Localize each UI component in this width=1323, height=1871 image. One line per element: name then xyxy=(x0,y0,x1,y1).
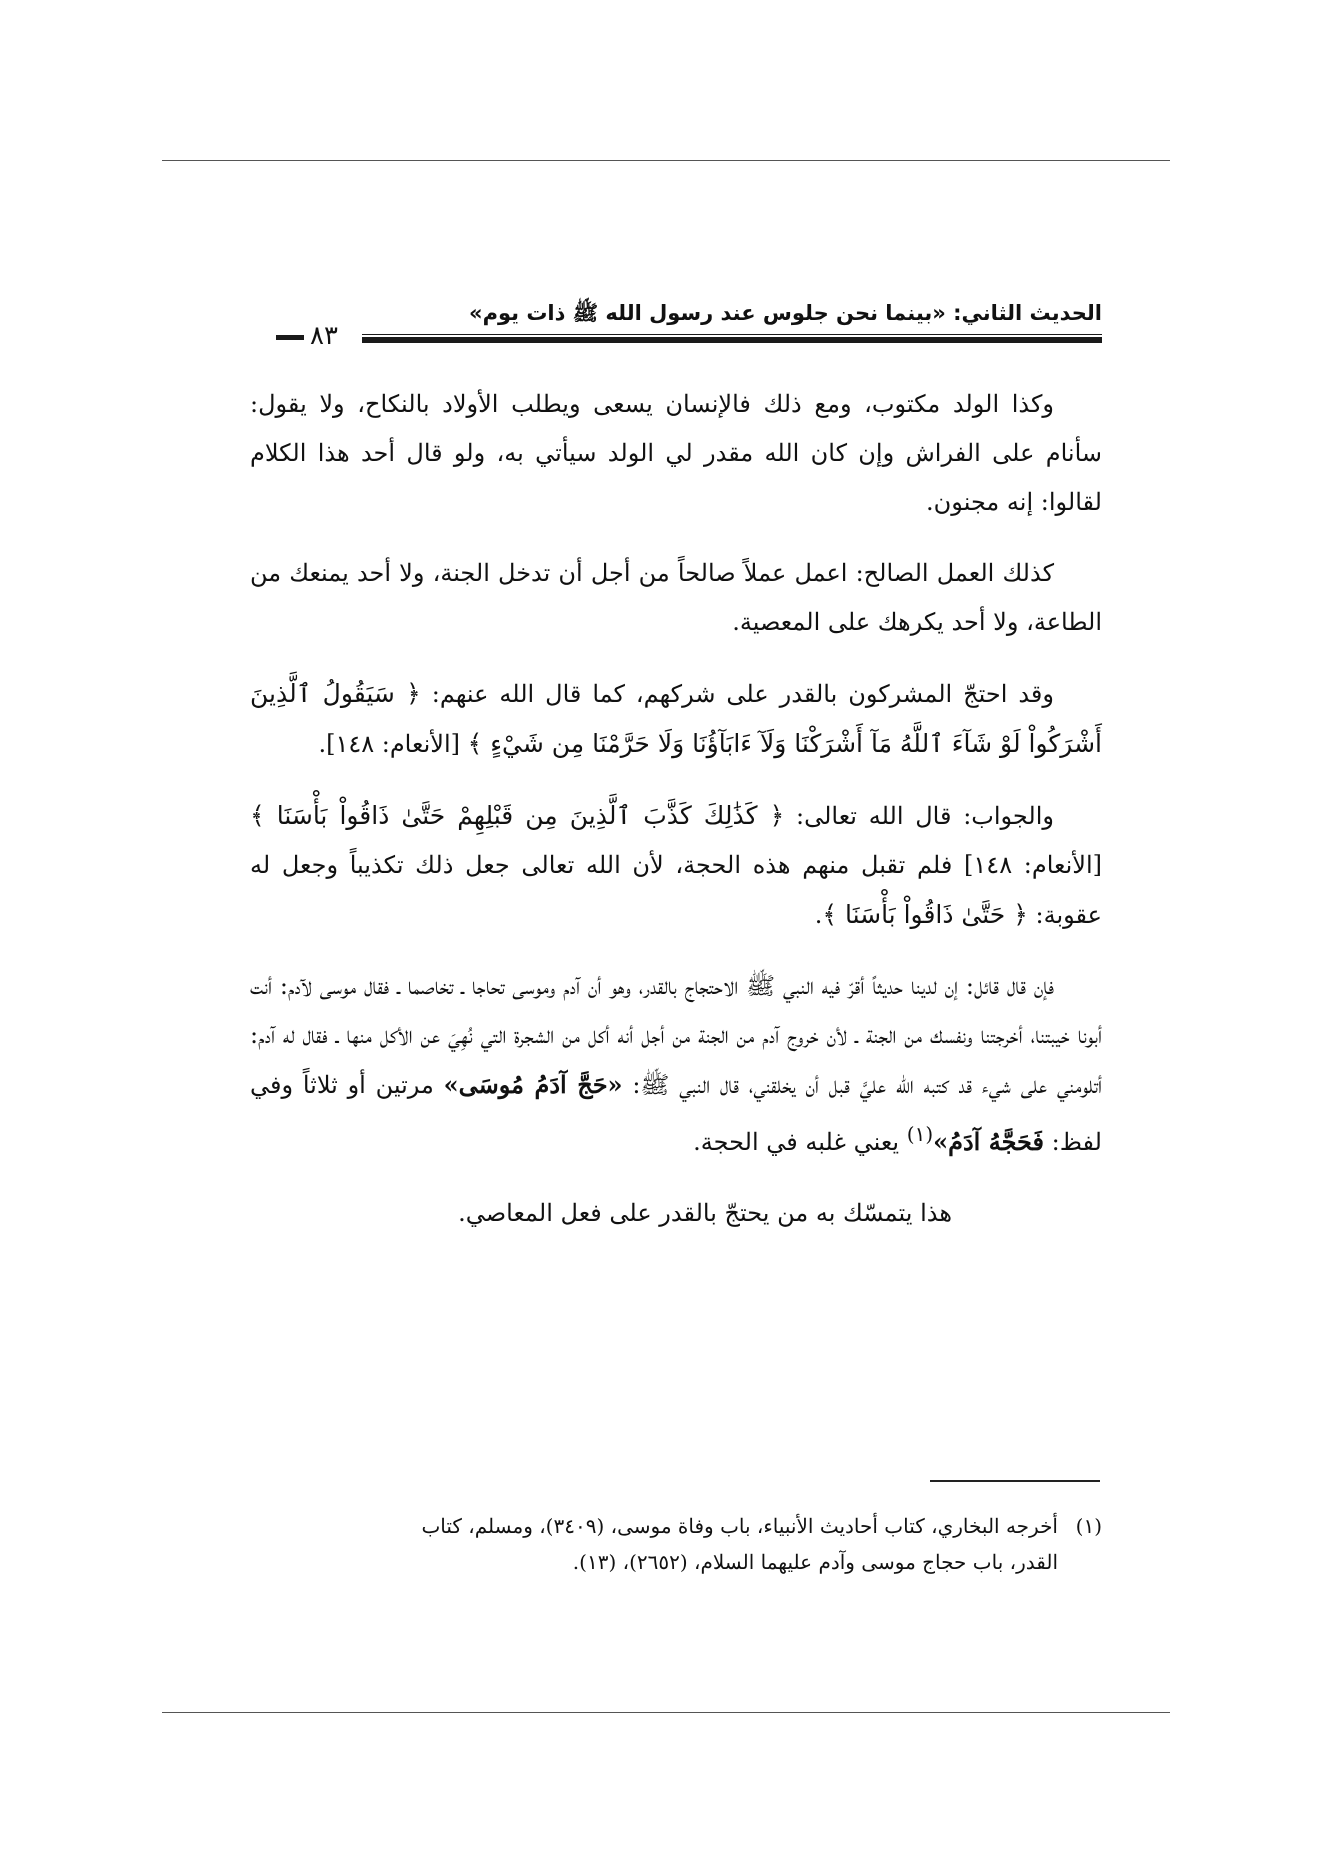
paragraph-1: وكذا الولد مكتوب، ومع ذلك فالإنسان يسعى ويطلب الأولاد بالنكاح، ولا يقول: سأنام على الفراش وإن كان الله مقدر لي الولد سيأتي به، ولو قال أحد هذا الكلام لقالوا: إنه مجنون. xyxy=(250,390,1103,516)
paragraph-4-intro: والجواب: قال الله تعالى: xyxy=(795,802,1054,830)
paragraph-3-intro: وقد احتجّ المشركون بالقدر على شركهم، كما قال الله عنهم: xyxy=(431,680,1054,708)
page-number: ٨٣ xyxy=(310,321,338,351)
quran-verse-2: ﴿ حَتَّىٰ ذَاقُواْ بَأْسَنَا ﴾ xyxy=(822,900,1028,929)
footnote-text-1: أخرجه البخاري، كتاب أحاديث الأنبياء، باب وفاة موسى، (٣٤٠٩)، ومسلم، كتاب xyxy=(421,1514,1058,1538)
page-number-block xyxy=(276,321,360,351)
paragraph-2: كذلك العمل الصالح: اعمل عملاً صالحاً من أجل أن تدخل الجنة، ولا أحد يمنعك من الطاعة، ولا أحد يكرهك على المعصية. xyxy=(250,559,1102,636)
paragraph-4-middle: [الأنعام: ١٤٨] فلم تقبل منهم هذه الحجة، لأن الله تعالى جعل ذلك تكذيباً وجعل له عقوبة: xyxy=(250,851,1102,929)
footnotes xyxy=(240,1508,1102,1580)
running-header: الحديث الثاني: «بينما نحن جلوس عند رسول الله ﷺ ذات يوم» xyxy=(469,301,1102,325)
page-bottom-border xyxy=(162,1712,1170,1713)
paragraph-3 xyxy=(250,669,1102,769)
hadith-quote-2: فَحَجَّهُ آدَمُ» xyxy=(933,1127,1045,1156)
header-rule xyxy=(362,337,1102,343)
body-text xyxy=(250,380,1102,1260)
paragraph-5-text-3: يعني غلبه في الحجة. xyxy=(693,1128,900,1156)
header-rule-thin xyxy=(362,334,1102,335)
hadith-quote-1: «حَجَّ آدَمُ مُوسَى» xyxy=(443,1070,623,1099)
paragraph-4-end: . xyxy=(814,901,823,929)
quran-verse-1: ﴿ كَذَٰلِكَ كَذَّبَ ٱلَّذِينَ مِن قَبْلِهِمْ حَتَّىٰ ذَاقُواْ بَأْسَنَا ﴾ xyxy=(250,801,785,830)
page-number-bar xyxy=(276,335,304,340)
paragraph-4 xyxy=(250,791,1102,940)
footnote-1-line-1 xyxy=(240,1508,1102,1544)
paragraph-5-text-2: مرتين أو ثلاثاً وفي لفظ: xyxy=(250,1071,1102,1156)
closing-line: هذا يتمسّك به من يحتجّ بالقدر على فعل المعاصي. xyxy=(458,1199,952,1227)
quran-verse-anam-148: ﴿ سَيَقُولُ ٱلَّذِينَ أَشْرَكُواْ لَوْ شَآءَ ٱللَّهُ مَآ أَشْرَكْنَا وَلَآ ءَابَآؤُنَا وَلَا حَرَّمْنَا مِن شَيْءٍ ﴾ xyxy=(250,679,1102,758)
footnote-separator xyxy=(930,1480,1100,1482)
paragraph-5-text-1: فإن قال قائل: إن لدينا حديثاً أقرّ فيه النبي ﷺ الاحتجاج بالقدر، وهو أن آدم وموسى تحاجا ـ تخاصما ـ فقال موسى لآدم: أنت أبونا خيبتنا، أخرجتنا ونفسك من الجنة ـ لأن خروج آدم من الجنة من أجل أنه أكل من الشجرة التي نُهِيَ عن الأكل منها ـ فقال له آدم: أتلومني على شيء قد كتبه الله عليَّ قبل أن يخلقني، قال النبي ﷺ: xyxy=(250,972,1103,1099)
verse-reference: [الأنعام: ١٤٨]. xyxy=(318,730,460,758)
footnote-1-line-2: القدر، باب حجاج موسى وآدم عليهما السلام، (٢٦٥٢)، (١٣). xyxy=(572,1550,1058,1574)
footnote-number: (١) xyxy=(1075,1514,1102,1538)
page-top-border xyxy=(162,160,1170,161)
footnote-marker: (١) xyxy=(906,1122,934,1146)
paragraph-5 xyxy=(250,962,1102,1167)
